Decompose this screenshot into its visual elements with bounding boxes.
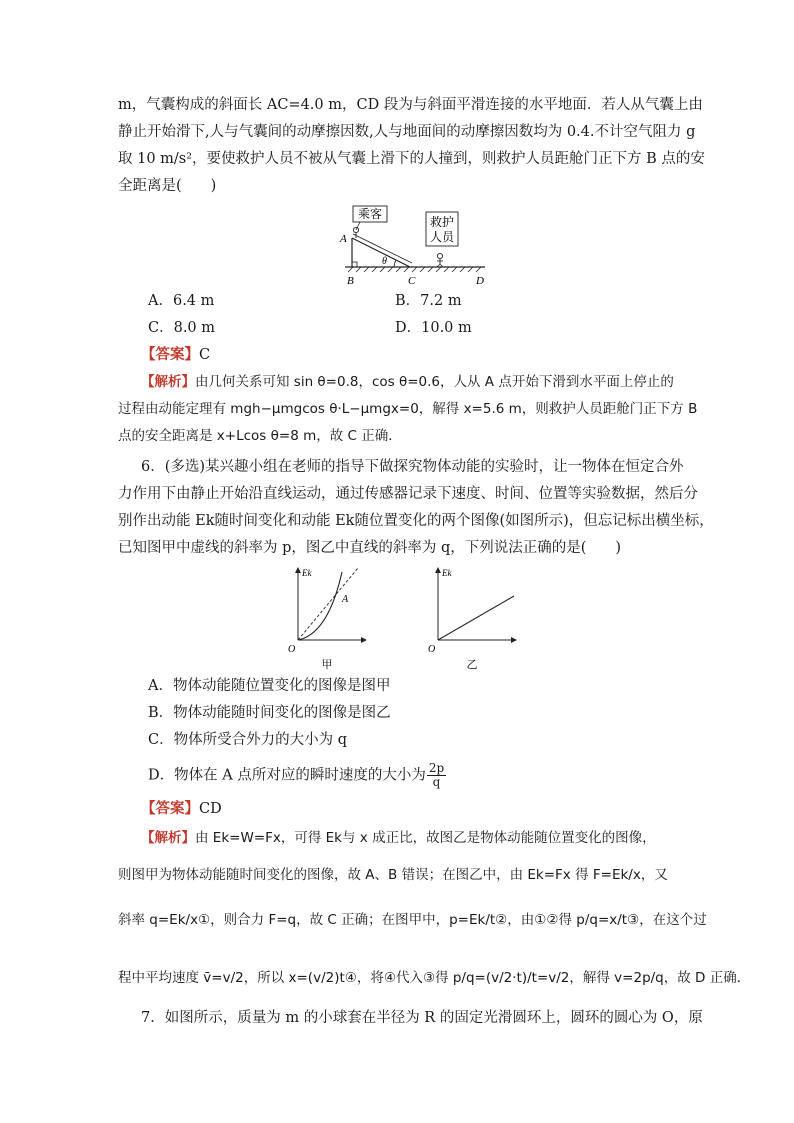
yi-straight-line [438, 596, 514, 640]
q6-analysis-line3: 斜率 q=Ek/x①，则合力 F=q，故 C 正确；在图甲中，p=Ek/t②，由①②得 p/q=x/t③，在这个过 [118, 912, 707, 928]
jia-origin: O [288, 644, 296, 655]
q6-analysis-tag: 【解析】 [141, 830, 195, 846]
q6-text-line2: 力作用下由静止开始沿直线运动，通过传感器记录下速度、时间、位置等实验数据，然后分 [118, 486, 698, 502]
yi-origin: O [428, 644, 436, 655]
jia-curve [298, 572, 342, 640]
ground-hatch [345, 267, 485, 272]
q7-text-line1: 7．如图所示，质量为 m 的小球套在半径为 R 的固定光滑圆环上，圆环的圆心为 O，原 [141, 1010, 703, 1026]
q6-option-d[interactable]: D．物体在 A 点所对应的瞬时速度的大小为 $\frac{2p}{q}$ [148, 761, 445, 789]
q6-graph-jia [282, 562, 372, 672]
q6-analysis-line4: 程中平均速度 v̄=v/2，所以 x=(v/2)t④，将④代入③得 p/q=(v/2·t)/t=v/2，解得 v=2p/q，故 D 正确． [118, 970, 751, 986]
jia-ylabel: Ek [302, 568, 312, 578]
q5-answer-tag: 【答案】 [141, 346, 199, 363]
q5-text-line2: 静止开始滑下,人与气囊间的动摩擦因数,人与地面间的动摩擦因数均为 0.4.不计空气阻力 g [118, 124, 696, 140]
q6-analysis-line1: 【解析】由 Ek=W=Fx，可得 Ek与 x 成正比，故图乙是物体动能随位置变化的图像， [141, 830, 656, 846]
yi-ylabel: Ek [442, 568, 452, 578]
jia-caption: 甲 [321, 659, 333, 671]
jia-dashed-line [298, 568, 358, 640]
q6-text-line1: 6．(多选)某兴趣小组在老师的指导下做探究物体动能的实验时，让一物体在恒定合外 [141, 459, 684, 475]
point-C-label: C [408, 275, 416, 287]
q6-answer [141, 799, 222, 819]
angle-theta-label: θ [382, 256, 387, 267]
q6-option-c[interactable]: C．物体所受合外力的大小为 q [148, 732, 347, 748]
rescuer-label-1: 救护 [429, 215, 455, 229]
q5-option-c[interactable]: C．8.0 m [148, 320, 216, 336]
q5-option-a[interactable]: A．6.4 m [148, 293, 215, 309]
q5-figure-slide-diagram [330, 200, 500, 292]
q5-answer [141, 345, 210, 365]
q5-analysis-tag: 【解析】 [141, 374, 195, 390]
q6-text-line3: 别作出动能 Ek随时间变化和动能 Ek随位置变化的两个图像(如图所示)，但忘记标出横坐标， [118, 513, 714, 529]
q5-analysis-line1: 【解析】由几何关系可知 sin θ=0.8，cos θ=0.6，人从 A 点开始下滑到水平面上停止的 [141, 374, 674, 390]
jia-point-A: A [342, 594, 349, 605]
q5-answer-value: C [199, 347, 211, 363]
point-D-label: D [476, 275, 484, 287]
q5-option-d[interactable]: D．10.0 m [395, 320, 472, 336]
q6-option-a[interactable]: A．物体动能随位置变化的图像是图甲 [148, 678, 391, 694]
q5-analysis-line3: 点的安全距离是 x+Lcos θ=8 m，故 C 正确． [118, 428, 402, 444]
rescuer-label-2: 人员 [429, 230, 455, 244]
q6-answer-value: CD [199, 801, 222, 817]
q6-graph-yi [422, 562, 522, 672]
q6-analysis-line2: 则图甲为物体动能随时间变化的图像，故 A、B 错误；在图乙中，由 Ek=Fx 得 F=Ek/x，又 [118, 867, 668, 883]
q6-text-line4: 已知图甲中虚线的斜率为 p，图乙中直线的斜率为 q，下列说法正确的是( ) [118, 540, 622, 556]
q5-option-b[interactable]: B．7.2 m [395, 293, 462, 309]
q6-answer-tag: 【答案】 [141, 800, 199, 817]
slope-AC [352, 238, 410, 267]
q5-text-line1: m，气囊构成的斜面长 AC=4.0 m，CD 段为与斜面平滑连接的水平地面．若人从气囊上由 [118, 97, 703, 113]
q6-option-b[interactable]: B．物体动能随时间变化的图像是图乙 [148, 705, 391, 721]
passenger-label: 乘客 [357, 207, 383, 221]
q5-text-line4: 全距离是( ) [118, 178, 217, 194]
q6-option-d-fraction: $\frac{2p}{q}$ [428, 761, 445, 789]
q5-text-line3: 取 10 m/s²，要使救护人员不被从气囊上滑下的人撞到，则救护人员距舱门正下方 B 点的安 [118, 151, 705, 167]
point-B-label: B [347, 275, 354, 287]
point-A-label: A [340, 233, 347, 245]
yi-caption: 乙 [466, 659, 478, 671]
q5-analysis-line2: 过程由动能定理有 mgh−μmgcos θ·L−μmgx=0，解得 x=5.6 m，则救护人员距舱门正下方 B [118, 401, 698, 417]
